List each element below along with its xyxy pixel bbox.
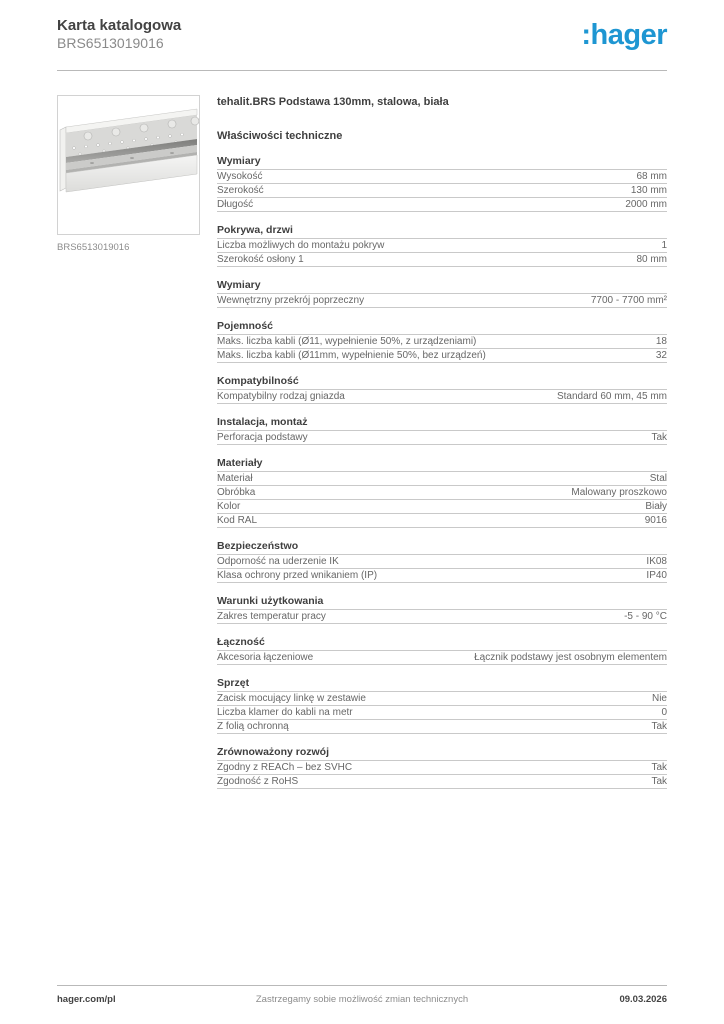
spec-row-label: Zacisk mocujący linkę w zestawie	[217, 693, 366, 704]
header-divider	[57, 70, 667, 71]
spec-section-title: Zrównoważony rozwój	[217, 747, 667, 761]
spec-row	[217, 349, 667, 363]
spec-section-title: Wymiary	[217, 280, 667, 294]
spec-row-label: Liczba możliwych do montażu pokryw	[217, 240, 385, 251]
spec-section-title: Bezpieczeństwo	[217, 541, 667, 555]
spec-row-label: Z folią ochronną	[217, 721, 289, 732]
spec-row-label: Materiał	[217, 473, 253, 484]
spec-row	[217, 198, 667, 212]
spec-row-label: Klasa ochrony przed wnikaniem (IP)	[217, 570, 378, 581]
spec-row-label: Szerokość osłony 1	[217, 254, 304, 265]
specs-column	[217, 95, 667, 789]
footer-website-link[interactable]: hager.com/pl	[57, 994, 116, 1005]
spec-row	[217, 610, 667, 624]
spec-row-label: Szerokość	[217, 185, 264, 196]
spec-row	[217, 720, 667, 734]
spec-row-label: Kod RAL	[217, 515, 258, 526]
footer-divider	[57, 985, 667, 986]
product-image-caption: BRS6513019016	[57, 242, 130, 253]
spec-row-label: Odporność na uderzenie IK	[217, 556, 339, 567]
spec-row	[217, 569, 667, 583]
spec-section	[217, 417, 667, 445]
spec-section-title: Pojemność	[217, 321, 667, 335]
spec-row	[217, 761, 667, 775]
spec-section-title: Łączność	[217, 637, 667, 651]
spec-row	[217, 775, 667, 789]
spec-row-value: Tak	[651, 721, 667, 732]
spec-section	[217, 156, 667, 212]
spec-row-label: Liczba klamer do kabli na metr	[217, 707, 353, 718]
hager-logo	[581, 20, 667, 50]
product-title: tehalit.BRS Podstawa 130mm, stalowa, biała	[217, 96, 449, 108]
spec-row-label: Perforacja podstawy	[217, 432, 308, 443]
hager-logo-colon-icon: :	[581, 19, 591, 51]
spec-row-label: Zgodny z REACh – bez SVHC	[217, 762, 353, 773]
spec-section	[217, 678, 667, 734]
spec-section	[217, 596, 667, 624]
spec-row-value: Biały	[645, 501, 667, 512]
spec-section-title: Materiały	[217, 458, 667, 472]
spec-section-title: Sprzęt	[217, 678, 667, 692]
spec-row-label: Wysokość	[217, 171, 263, 182]
spec-row-label: Kompatybilny rodzaj gniazda	[217, 391, 345, 402]
spec-row-value: IP40	[646, 570, 667, 581]
spec-row-value: Tak	[651, 762, 667, 773]
spec-section	[217, 280, 667, 308]
spec-section-title: Pokrywa, drzwi	[217, 225, 667, 239]
spec-row-value: 2000 mm	[625, 199, 667, 210]
spec-row	[217, 692, 667, 706]
spec-row-value: -5 - 90 °C	[624, 611, 667, 622]
spec-section	[217, 458, 667, 528]
spec-row	[217, 706, 667, 720]
spec-section	[217, 225, 667, 267]
spec-row	[217, 651, 667, 665]
spec-row-value: Tak	[651, 776, 667, 787]
spec-section	[217, 321, 667, 363]
specs-heading: Właściwości techniczne	[217, 130, 343, 142]
page-footer	[57, 994, 667, 1005]
spec-row	[217, 253, 667, 267]
spec-row-value: 9016	[644, 515, 667, 526]
product-image	[57, 95, 200, 235]
spec-row	[217, 335, 667, 349]
spec-row-label: Kolor	[217, 501, 241, 512]
steel-trunking-photo-icon	[58, 96, 199, 234]
spec-row-value: Tak	[651, 432, 667, 443]
spec-row-label: Zgodność z RoHS	[217, 776, 299, 787]
page-title: Karta katalogowa	[57, 17, 182, 34]
footer-disclaimer: Zastrzegamy sobie możliwość zmian technicznych	[255, 994, 469, 1005]
spec-sections	[217, 156, 667, 789]
spec-row-label: Obróbka	[217, 487, 256, 498]
spec-row-label: Maks. liczba kabli (Ø11, wypełnienie 50%, z urządzeniami)	[217, 336, 477, 347]
spec-row	[217, 390, 667, 404]
spec-row-label: Zakres temperatur pracy	[217, 611, 326, 622]
spec-row-value: Nie	[651, 693, 667, 704]
spec-row	[217, 170, 667, 184]
spec-row-value: Łącznik podstawy jest osobnym elementem	[474, 652, 667, 663]
spec-section-title: Instalacja, montaż	[217, 417, 667, 431]
page-header	[57, 17, 667, 52]
product-reference: BRS6513019016	[57, 35, 164, 51]
product-image-column	[57, 95, 200, 789]
spec-row	[217, 514, 667, 528]
spec-row	[217, 239, 667, 253]
spec-row-value: 18	[655, 336, 667, 347]
spec-section-title: Warunki użytkowania	[217, 596, 667, 610]
spec-row-value: Malowany proszkowo	[571, 487, 667, 498]
main-content	[57, 95, 667, 789]
spec-row-label: Wewnętrzny przekrój poprzeczny	[217, 295, 365, 306]
spec-section-title: Kompatybilność	[217, 376, 667, 390]
hager-logo-text: hager	[590, 19, 667, 51]
spec-row-value: 1	[661, 240, 667, 251]
spec-section-title: Wymiary	[217, 156, 667, 170]
spec-row	[217, 294, 667, 308]
spec-row	[217, 431, 667, 445]
spec-row-value: IK08	[646, 556, 667, 567]
spec-row-value: Stal	[649, 473, 667, 484]
spec-row	[217, 184, 667, 198]
spec-section	[217, 376, 667, 404]
spec-row-value: 68 mm	[636, 171, 667, 182]
spec-row-value: 32	[655, 350, 667, 361]
spec-row-value: Standard 60 mm, 45 mm	[556, 391, 667, 402]
spec-row-value: 0	[661, 707, 667, 718]
spec-row-label: Akcesoria łączeniowe	[217, 652, 314, 663]
spec-row-label: Maks. liczba kabli (Ø11mm, wypełnienie 50%, bez urządzeń)	[217, 350, 486, 361]
spec-row	[217, 486, 667, 500]
spec-row-label: Długość	[217, 199, 254, 210]
spec-row-value: 7700 - 7700 mm²	[590, 295, 667, 306]
spec-row	[217, 500, 667, 514]
spec-section	[217, 541, 667, 583]
spec-row	[217, 555, 667, 569]
spec-row	[217, 472, 667, 486]
spec-row-value: 130 mm	[630, 185, 667, 196]
spec-row-value: 80 mm	[636, 254, 667, 265]
footer-date: 09.03.2026	[619, 994, 667, 1005]
spec-section	[217, 637, 667, 665]
spec-section	[217, 747, 667, 789]
